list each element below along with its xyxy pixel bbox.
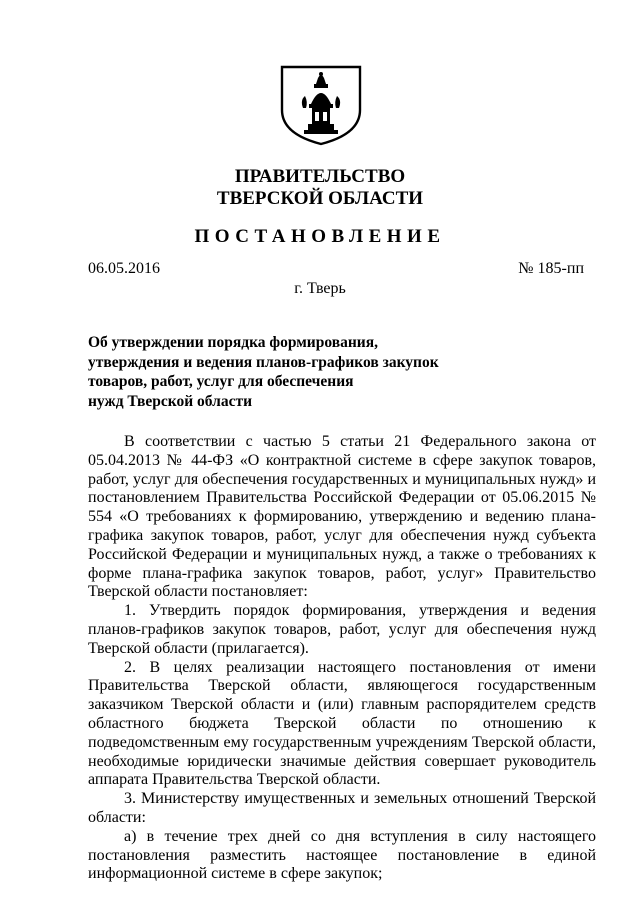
government-title-line2: ТВЕРСКОЙ ОБЛАСТИ <box>216 188 424 209</box>
subject-line: Об утверждении порядка формирования, <box>88 334 378 351</box>
document-city: г. Тверь <box>294 280 346 297</box>
subject-line: нужд Тверской области <box>88 392 253 410</box>
subject-line: товаров, работ, услуг для обеспечения <box>88 373 354 390</box>
item-3-paragraph: 3. Министерству имущественных и земельных отношений Тверской области: <box>88 790 596 826</box>
subject-line: утверждения и ведения планов-графиков закупок <box>88 353 439 371</box>
document-date: 06.05.2016 <box>88 260 160 277</box>
document-body <box>88 433 596 884</box>
document-subject <box>88 333 448 411</box>
item-3a-paragraph: а) в течение трех дней со дня вступления в силу настоящего постановления разместить настоящее постановление в единой информационной системе в сфере закупок; <box>88 827 596 883</box>
item-2-paragraph: 2. В целях реализации настоящего постановления от имени Правительства Тверской области, являющегося государственным заказчиком Тверской области и (или) главным распорядителем средств областного бюджета Тверской области по отношению к подведомственным ему государственным учреждениям Тверской области, необходимые юридически значимые действия совершает руководитель аппарата Правительства Тверской области. <box>88 658 596 789</box>
preamble-paragraph: В соответствии с частью 5 статьи 21 Федерального закона от 05.04.2013 № 44-ФЗ «О контрактной системе в сфере закупок товаров, работ, услуг для обеспечения государственных и муниципальных нужд» и постановлением Правительства Российской Федерации от 05.06.2015 № 554 «О требованиях к формированию, утверждению и ведению плана-графика закупок товаров, работ, услуг для обеспечения нужд субъекта Российской Федерации и муниципальных нужд, а также о требованиях к форме плана-графика закупок товаров, работ, услуг» Правительство Тверской области постановляет: <box>88 433 596 601</box>
document-type: ПОСТАНОВЛЕНИЕ <box>194 226 446 247</box>
government-title-line1: ПРАВИТЕЛЬСТВО <box>234 166 406 187</box>
item-1-paragraph: 1. Утвердить порядок формирования, утверждения и ведения планов-графиков закупок товаров, работ, услуг для обеспечения нужд Тверской области (прилагается). <box>88 602 596 657</box>
coat-of-arms-icon <box>278 64 364 146</box>
document-number: № 185-пп <box>518 260 584 277</box>
